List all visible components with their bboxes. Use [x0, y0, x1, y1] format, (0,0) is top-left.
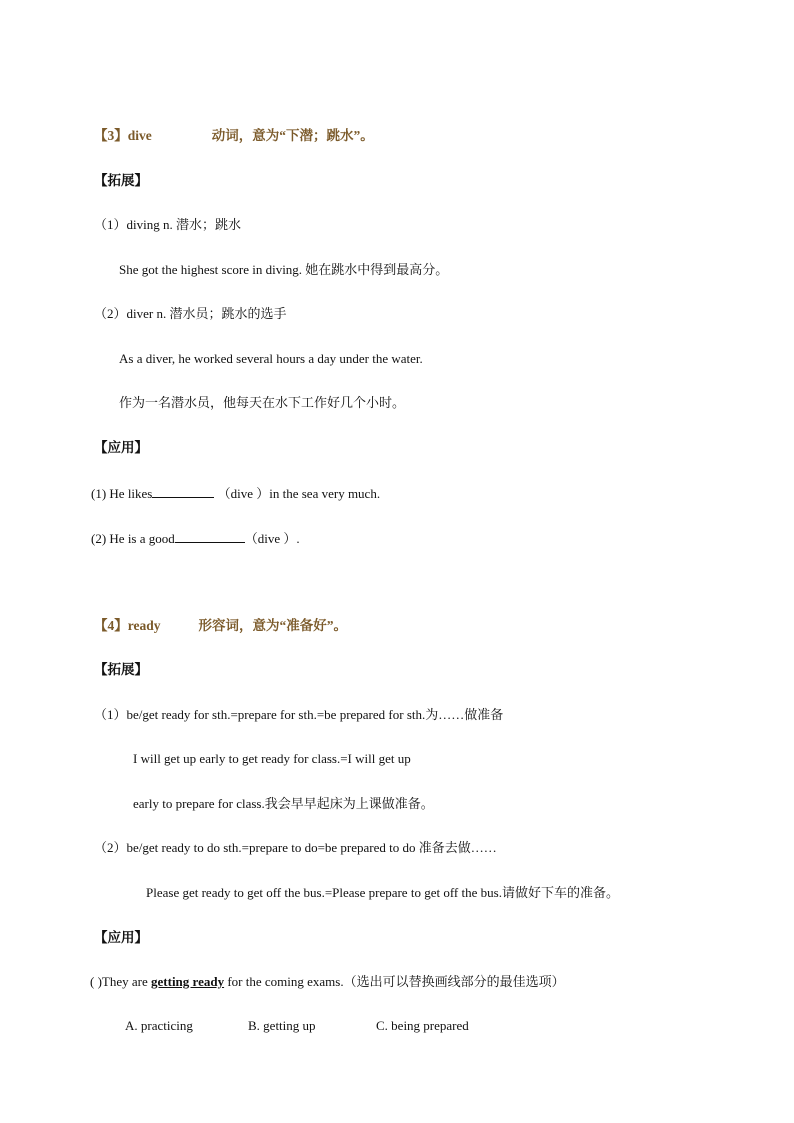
section-4-definition: 形容词，意为“准备好”。 — [198, 618, 347, 633]
section-4-heading — [94, 617, 347, 635]
question-text-b: for the coming exams.（选出可以替换画线部分的最佳选项） — [224, 974, 565, 989]
question-1-text-a: (1) He likes — [91, 486, 153, 501]
section-3-entry-2-example-en: As a diver, he worked several hours a day under the water. — [119, 351, 423, 366]
section-3-application-label: 【应用】 — [94, 440, 148, 455]
question-2-text-a: (2) He is a good — [91, 531, 175, 546]
section-3-heading — [94, 127, 374, 145]
option-b[interactable]: B. getting up — [248, 1018, 316, 1033]
question-1-text-b: （dive ）in the sea very much. — [214, 486, 381, 501]
section-3-question-1 — [91, 483, 380, 503]
section-3-question-2 — [91, 528, 300, 548]
section-4-entry-1-example-a: I will get up early to get ready for class.=I will get up — [133, 751, 411, 766]
section-3-title: 【3】dive — [94, 128, 152, 143]
option-c[interactable]: C. being prepared — [376, 1018, 469, 1033]
question-1-blank[interactable] — [152, 483, 214, 498]
answer-parenthesis[interactable]: ( ) — [90, 974, 102, 989]
section-4-application-label: 【应用】 — [94, 930, 148, 945]
section-3-extension-label: 【拓展】 — [94, 173, 148, 188]
question-2-text-b: （dive ）. — [244, 531, 300, 546]
question-2-blank[interactable] — [175, 528, 245, 543]
section-4-options — [125, 1017, 469, 1035]
section-3-entry-1-example: She got the highest score in diving. 她在跳水中得到最高分。 — [119, 262, 449, 277]
section-4-extension-label: 【拓展】 — [94, 662, 148, 677]
section-4-entry-2-example: Please get ready to get off the bus.=Please prepare to get off the bus.请做好下车的准备。 — [146, 885, 619, 900]
section-4-question — [90, 973, 565, 991]
option-a[interactable]: A. practicing — [125, 1018, 193, 1033]
section-4-entry-1: （1）be/get ready for sth.=prepare for sth.=be prepared for sth.为……做准备 — [94, 707, 504, 722]
section-3-entry-2-example-zh: 作为一名潜水员，他每天在水下工作好几个小时。 — [119, 395, 406, 410]
section-3-definition: 动词，意为“下潜；跳水”。 — [211, 128, 374, 143]
section-4-entry-2: （2）be/get ready to do sth.=prepare to do=be prepared to do 准备去做…… — [94, 840, 497, 855]
question-text-a: They are — [101, 974, 152, 989]
section-3-entry-1: （1）diving n. 潜水；跳水 — [94, 217, 241, 232]
section-3-entry-2: （2）diver n. 潜水员；跳水的选手 — [94, 306, 287, 321]
section-4-entry-1-example-b: early to prepare for class.我会早早起床为上课做准备。 — [133, 796, 434, 811]
underlined-phrase: getting ready — [151, 974, 225, 989]
section-4-title: 【4】ready — [94, 618, 161, 633]
